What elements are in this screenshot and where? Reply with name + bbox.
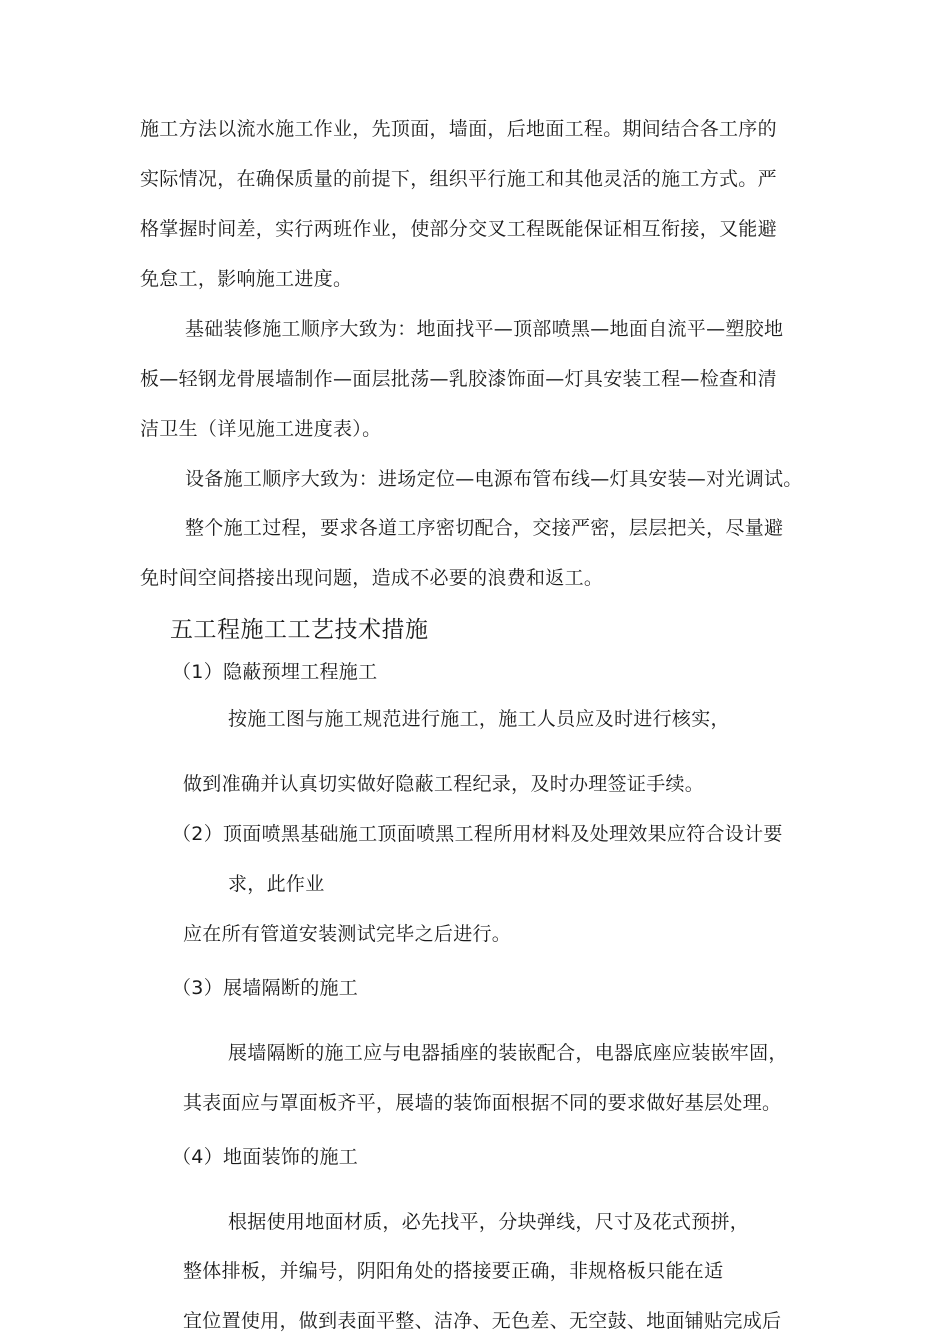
item-text-line: 求，此作业 bbox=[228, 873, 325, 895]
item-heading: （1）隐蔽预埋工程施工 bbox=[172, 661, 378, 683]
paragraph-line: 基础装修施工顺序大致为：地面找平—顶部喷黑—地面自流平—塑胶地 bbox=[185, 318, 784, 340]
item-text-line: 其表面应与罩面板齐平，展墙的装饰面根据不同的要求做好基层处理。 bbox=[183, 1092, 782, 1114]
paragraph-line: 免怠工，影响施工进度。 bbox=[140, 268, 353, 290]
paragraph-line: 板—轻钢龙骨展墙制作—面层批荡—乳胶漆饰面—灯具安装工程—检查和清 bbox=[140, 368, 777, 390]
paragraph-line: 整个施工过程，要求各道工序密切配合，交接严密，层层把关，尽量避 bbox=[185, 517, 784, 539]
paragraph-line: 设备施工顺序大致为：进场定位—电源布管布线—灯具安装—对光调试。 bbox=[185, 468, 803, 490]
paragraph-line: 施工方法以流水施工作业，先顶面，墙面，后地面工程。期间结合各工序的 bbox=[140, 118, 777, 140]
item-text-line: 按施工图与施工规范进行施工，施工人员应及时进行核实， bbox=[228, 708, 730, 730]
item-heading: （4）地面装饰的施工 bbox=[172, 1146, 359, 1168]
paragraph-line: 洁卫生（详见施工进度表）。 bbox=[140, 418, 382, 440]
paragraph-line: 格掌握时间差，实行两班作业，使部分交叉工程既能保证相互衔接，又能避 bbox=[140, 218, 777, 240]
item-text-line: 展墙隔断的施工应与电器插座的装嵌配合，电器底座应装嵌牢固， bbox=[228, 1042, 788, 1064]
item-text-line: 整体排板，并编号，阴阳角处的搭接要正确，非规格板只能在适 bbox=[183, 1260, 724, 1282]
item-text-line: 做到准确并认真切实做好隐蔽工程纪录，及时办理签证手续。 bbox=[183, 773, 705, 795]
item-heading: （2）顶面喷黑基础施工顶面喷黑工程所用材料及处理效果应符合设计要 bbox=[172, 823, 783, 845]
paragraph-line: 实际情况，在确保质量的前提下，组织平行施工和其他灵活的施工方式。严 bbox=[140, 168, 777, 190]
item-text-line: 根据使用地面材质，必先找平，分块弹线，尺寸及花式预拼， bbox=[228, 1211, 750, 1233]
paragraph-line: 免时间空间搭接出现问题，造成不必要的浪费和返工。 bbox=[140, 567, 604, 589]
item-text-line: 应在所有管道安装测试完毕之后进行。 bbox=[183, 923, 512, 945]
section-heading: 五工程施工工艺技术措施 bbox=[170, 617, 429, 643]
item-heading: （3）展墙隔断的施工 bbox=[172, 977, 359, 999]
item-text-line: 宜位置使用，做到表面平整、洁净、无色差、无空鼓、地面铺贴完成后 bbox=[183, 1310, 782, 1332]
